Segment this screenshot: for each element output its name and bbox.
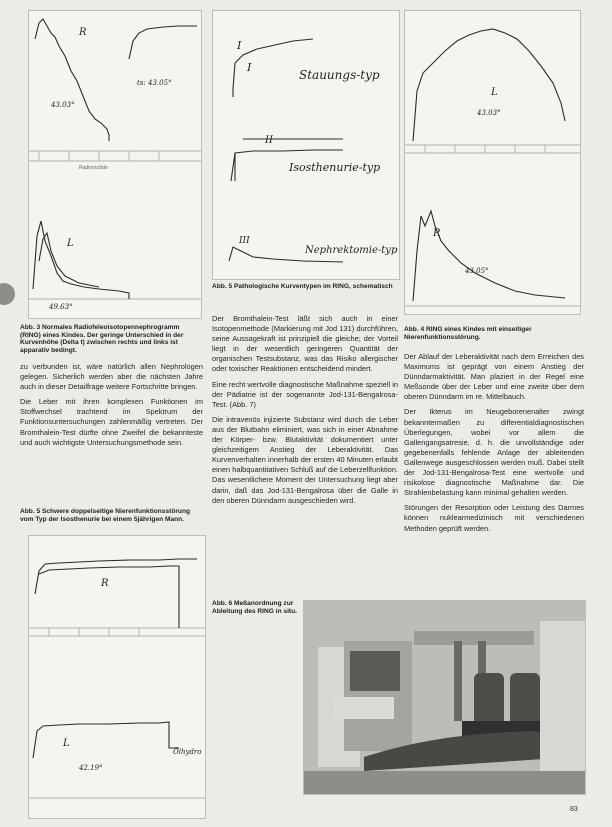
body-text-column-2 [212,314,398,511]
figure-curve-types-schematic [212,10,400,280]
fig4-label-top: L [491,87,498,98]
fig2-label-bottom: L [63,738,70,749]
fig3-label-4: III [239,236,250,246]
col2-paragraph-2: Eine recht wertvolle diagnostische Maßnahme speziell in der Pädiatrie ist der sogenannte Jod-131-Bengalrosa-Test. (Abb. 7) [212,379,398,409]
fig3-caption: Abb. 5 Pathologische Kurventypen im RING, schematisch [212,283,393,290]
figure-renogram-unilateral [404,10,581,315]
col3-paragraph-3: Störungen der Resorption oder Leistung des Darmes können nuklearmedizinisch mit verschiedenen Methoden geprüft werden. [404,503,584,533]
fig2-label-top: R [101,578,109,589]
fig3-type-2: Isosthenurie-typ [289,161,381,174]
renogram-unilateral-plot [405,11,580,314]
fig2-annotation-bottom: 42.19° [79,764,103,772]
col1-paragraph-1: zu verbunden ist, wäre natürlich allen Nephrologen gelegen. Sicherlich werden aber die nächsten Jahre auch in dieser Detailfrage weitere Fortschritte bringen. [20,362,203,392]
fig2-annotation-right: Ölhydro [173,748,202,756]
fig3-type-3: Nephrektomie-typ [305,245,398,256]
fig1-annotation-top-right: ts: 43.05° [137,79,172,87]
fig3-type-1: Stauungs-typ [299,68,380,82]
fig1-caption: Abb. 3 Normales Radiofeleoisotopennephrogramm (RING) eines Kindes. Der geringe Unterschied in der Kurvenhöhe (Delta t) zwischen rechts und links ist apparativ bedingt. [20,324,184,354]
photo-measurement-setup [303,600,586,795]
binder-hole-top [0,283,15,305]
fig3-label-3: II [265,135,273,146]
fig4-caption: Abb. 4 RING eines Kindes mit einseitiger Nierenfunktionsstörung. [404,326,532,341]
curve-types-schematic-plot [213,11,399,279]
fig1-axis-label: Radionuclide [79,165,108,171]
col3-paragraph-1: Der Ablauf der Leberaktivität nach dem Erreichen des Maximums ist geprägt von einem Anstieg der Dünndarmaktivität. Man plaziert in der Regel eine Meßsonde über der Leber und eine zweite über dem oberen Dünndarm im re. Mittelbauch. [404,352,584,402]
fig5-caption: Abb. 6 Meßanordnung zur Ableitung des RING in situ. [212,600,297,615]
figure-renogram-isosthenuria [28,535,206,819]
fig2-caption: Abb. 5 Schwere doppelseitige Nierenfunktionsstörung vom Typ der Isosthenurie bei einem 5jährigen Mann. [20,508,190,523]
fig1-label-top: R [79,27,87,38]
body-text-column-3 [404,352,584,539]
fig1-label-bottom: L [67,238,74,249]
col3-paragraph-2: Der Ikterus im Neugeborenenalter zwingt bekanntermaßen zu differentialdiagnostischen Überlegungen, wobei vor allem die Gallengangsatresie, d. h. die unvollständige oder gegebenenfalls fehlende Anlage der ableitenden Gallenwege ausgeschlossen werden muß. Dabei stellt der Jod-131-Bengalrosa-Test eine wertvolle und risikolose diagnostische Maßnahme dar. Die Strahlenbelastung kann minimal gehalten werden. [404,407,584,498]
body-text-column-1 [20,362,203,453]
fig4-label-bottom: R [433,228,441,239]
fig1-annotation-top: 43.03° [51,101,75,109]
col2-paragraph-1: Der Bromthalein-Test läßt sich auch in einer Isotopenmethode (Markierung mit Jod 131) durchführen, seine Aussagekraft ist prinzipiell die gleiche; der Vorteil liegt in der wesentlich geringeren Quantität der organischen Testsubstanz, was das Risiko allergischer oder toxischer Reaktionen entscheidend mindert. [212,314,398,374]
fig4-annotation-top: 43.03° [477,109,501,117]
measurement-setup-photo [304,601,585,794]
fig3-label-2: I [247,61,252,74]
fig3-label-1: I [237,39,242,52]
col2-paragraph-3: Die intravenös injizierte Substanz wird durch die Leber aus der Blutbahn eliminiert, was sich in einer Abnahme der Körper- bzw. Blutaktivität dokumentiert unter gleichzeitigem Anstieg der Leberaktivität. Das Kurvenverhalten innerhalb der ersten 40 Minuten erlaubt einen halbquantitativen Schluß auf die Leberzellfunktion. Das wesentlichere Moment der Untersuchung liegt aber darin, daß das Jod-131-Bengalrosa über die Galle in den oberen Dünndarm ausgeschieden wird. [212,414,398,505]
fig1-annotation-bottom: 49.63° [49,303,73,311]
page-number: 83 [570,806,578,813]
renogram-normal-plot [29,11,201,318]
renogram-isosthenuria-plot [29,536,205,818]
col1-paragraph-2: Die Leber mit ihren komplexen Funktionen im Stoffwechsel trachtend im Spektrum der Funktionsuntersuchungen zahlenmäßig vertreten. Der Bromthalein-Test dürfte ohne Zweifel die bekannteste und auch wichtigste Untersuchungsmethode sein. [20,397,203,447]
fig4-annotation-bottom: 43.05° [465,267,489,275]
figure-renogram-normal [28,10,202,319]
